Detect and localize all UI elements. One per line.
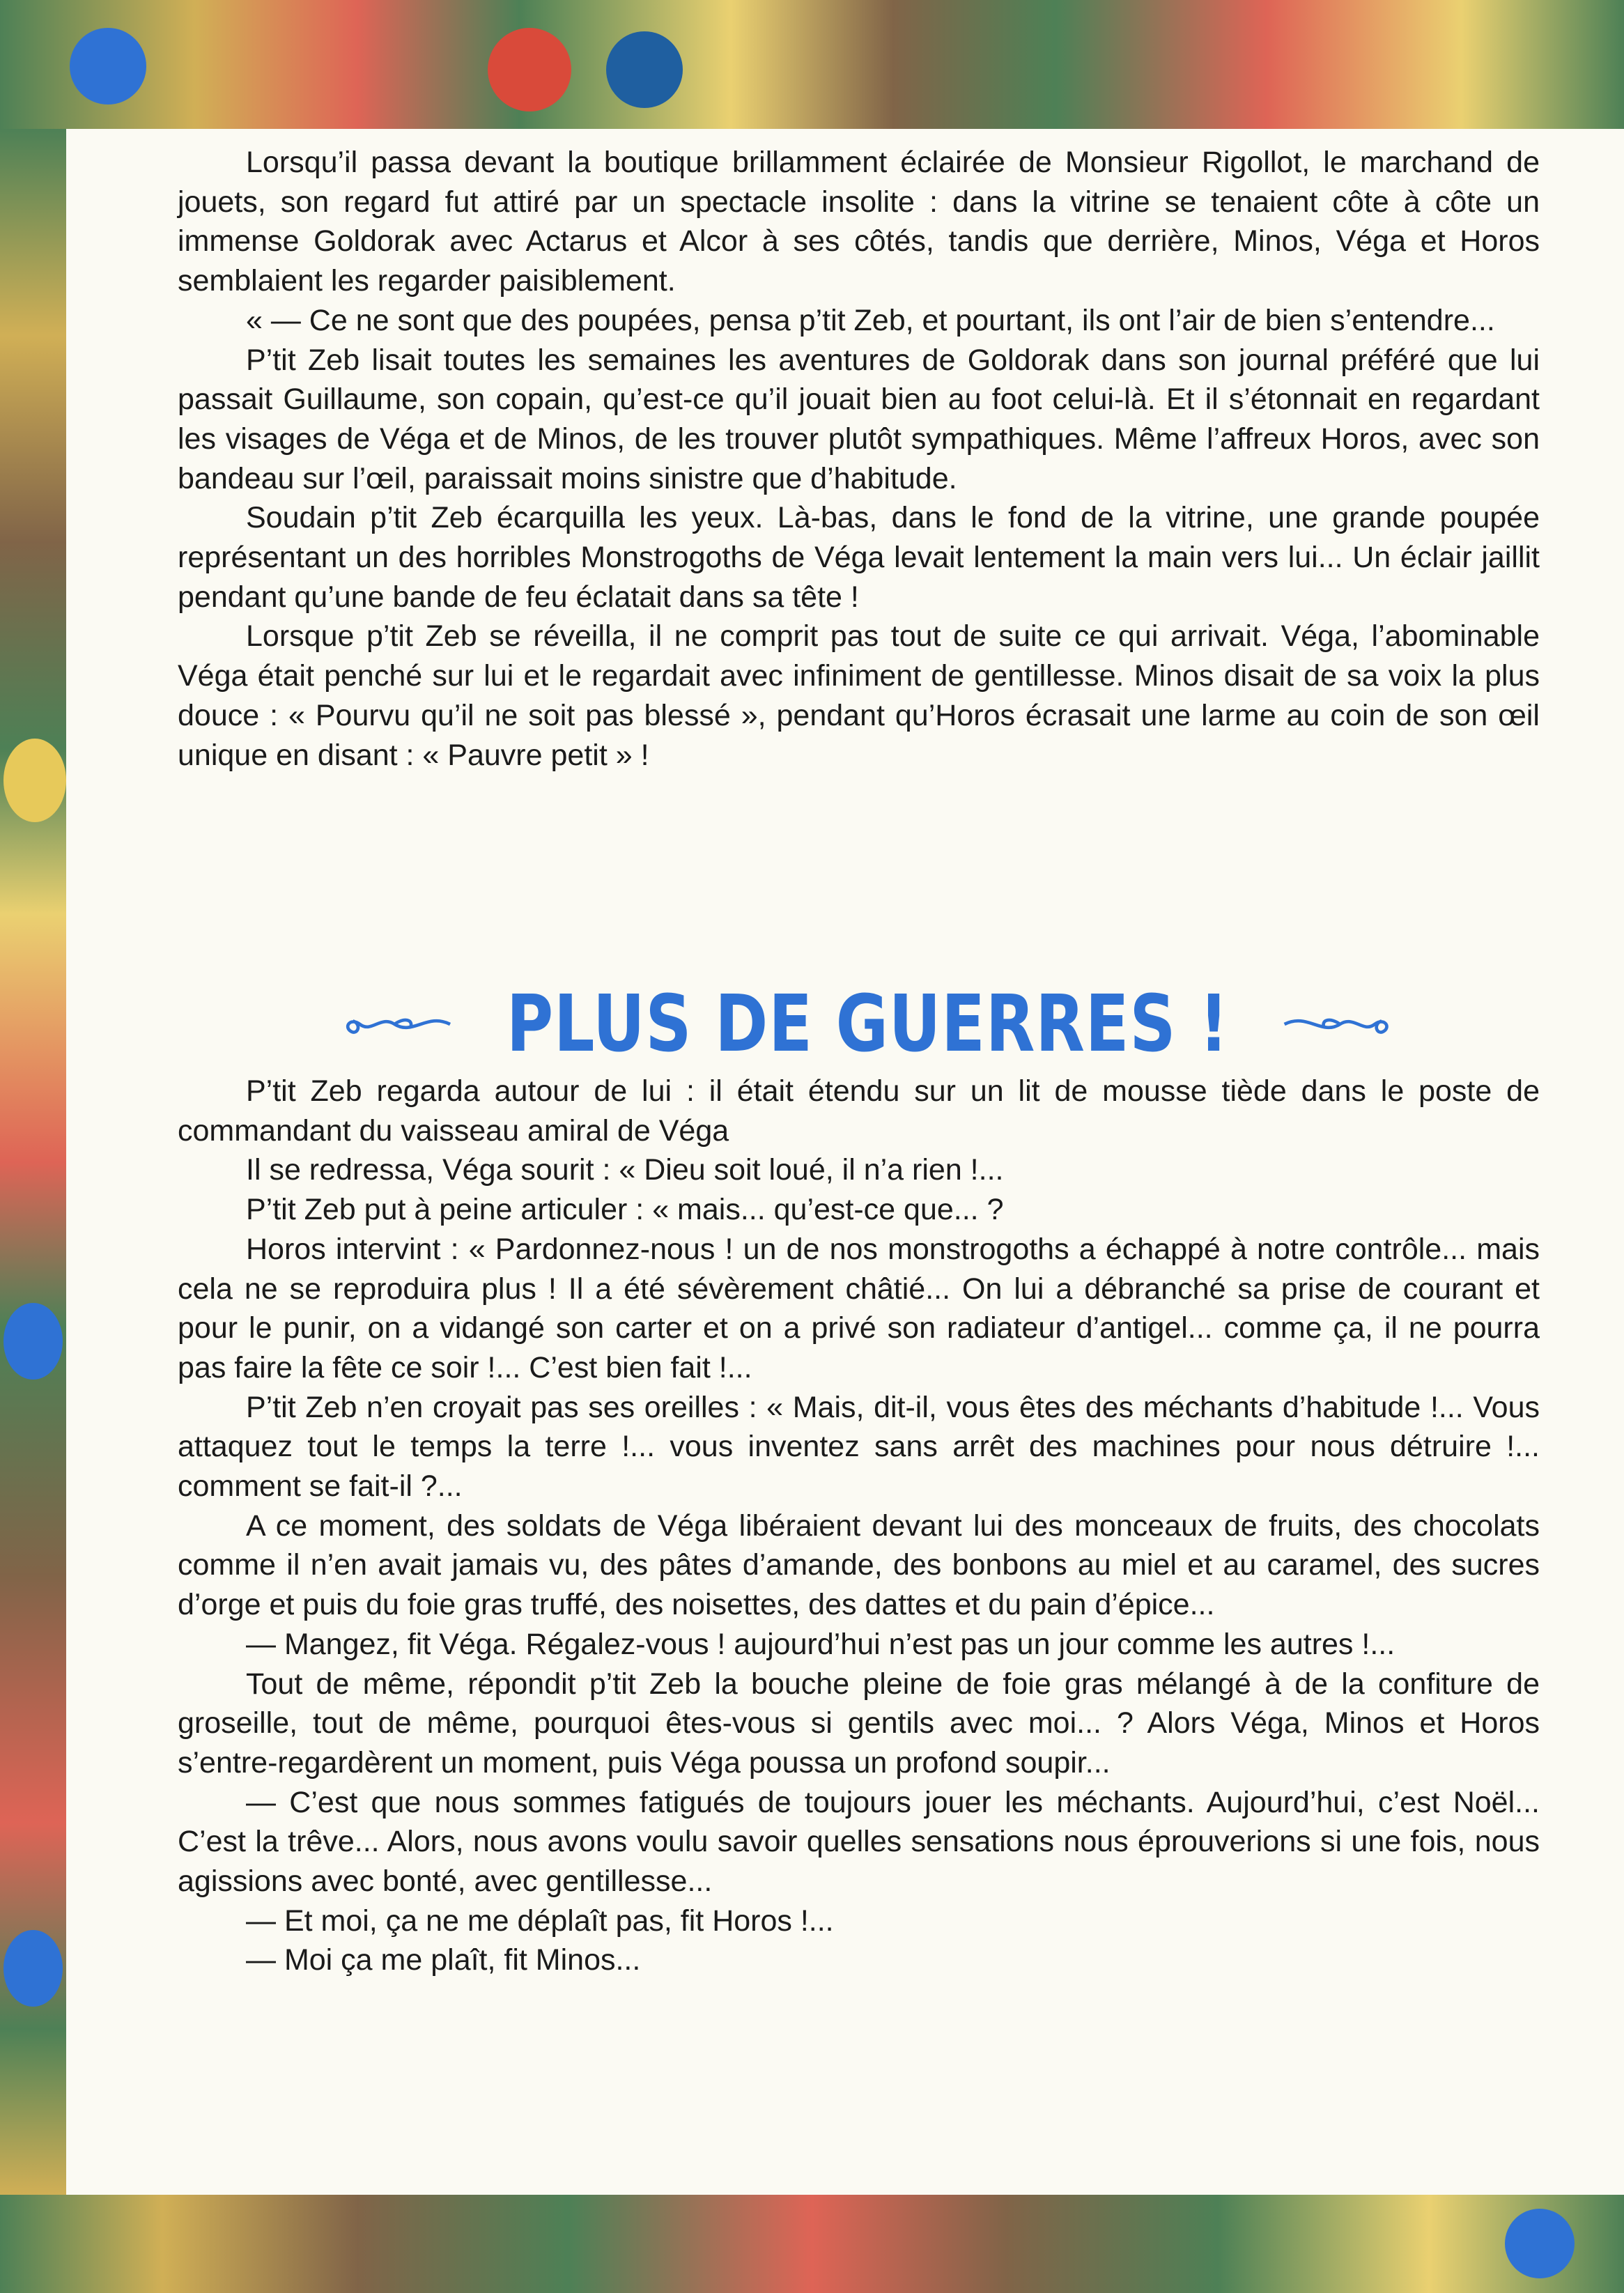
paragraph: Soudain p’tit Zeb écarquilla les yeux. Là-bas, dans le fond de la vitrine, une grande poupée représentant un des horribles Monstrogoths de Véga levait lentement la main vers lui... Un éclair jaillit pendant qu’une bande de feu éclatait dans sa tête !: [178, 501, 1540, 614]
decorative-border-bottom: [0, 2195, 1624, 2293]
paragraph: Tout de même, répondit p’tit Zeb la bouche pleine de foie gras mélangé à de la confiture de groseille, tout de même, pourquoi êtes-vous si gentils avec moi... ? Alors Véga, Minos et Horos s’entre-regardèrent un moment, puis Véga poussa un profond soupir...: [178, 1667, 1540, 1779]
ornament-bauble-icon: [1505, 2209, 1575, 2278]
decorative-border-left: [0, 129, 66, 2195]
article-body-continued: [178, 1072, 1540, 1980]
ornament-bauble-icon: [3, 1303, 63, 1380]
paragraph: Lorsqu’il passa devant la boutique brillamment éclairée de Monsieur Rigollot, le marchand de jouets, son regard fut attiré par un spectacle insolite : dans la vitrine se tenaient côte à côte un immense Goldorak avec Actarus et Alcor à ses côtés, tandis que derrière, Minos, Véga et Horos semblaient les regarder paisiblement.: [178, 146, 1540, 298]
right-flourish-icon: [1280, 1000, 1400, 1049]
paragraph: — Moi ça me plaît, fit Minos...: [246, 1943, 641, 1977]
ornament-bauble-icon: [3, 739, 66, 822]
paragraph: — Et moi, ça ne me déplaît pas, fit Horos !...: [246, 1904, 834, 1938]
paragraph: Il se redressa, Véga sourit : « Dieu soit loué, il n’a rien !...: [246, 1153, 1004, 1187]
paragraph: P’tit Zeb n’en croyait pas ses oreilles : « Mais, dit-il, vous êtes des méchants d’habitude !... Vous attaquez tout le temps la terre !... vous inventez sans arrêt des machines pour nous détruire !... comment se fait-il ?...: [178, 1390, 1540, 1504]
paragraph: P’tit Zeb regarda autour de lui : il était étendu sur un lit de mousse tiède dans le poste de commandant du vaisseau amiral de Véga: [178, 1074, 1540, 1148]
paragraph: Horos intervint : « Pardonnez-nous ! un de nos monstrogoths a échappé à notre contrôle... mais cela ne se reproduira plus ! Il a été sévèrement châtié... On lui a débranché sa prise de courant et pour le punir, on a vidangé son carter et on a privé son radiateur d’antigel... comme ça, il ne pourra pas faire la fête ce soir !... C’est bien fait !...: [178, 1232, 1540, 1384]
paragraph: P’tit Zeb lisait toutes les semaines les aventures de Goldorak dans son journal préféré que lui passait Guillaume, son copain, qu’est-ce qu’il jouait bien au foot celui-là. Et il s’étonnait en regardant les visages de Véga et de Minos, de les trouver plutôt sympathiques. Même l’affreux Horos, avec son bandeau sur l’œil, paraissait moins sinistre que d’habitude.: [178, 343, 1540, 495]
paragraph: Lorsque p’tit Zeb se réveilla, il ne comprit pas tout de suite ce qui arrivait. Véga, l’abominable Véga était penché sur lui et le regardait avec infiniment de gentillesse. Minos disait de sa voix la plus douce : « Pourvu qu’il ne soit pas blessé », pendant qu’Horos écrasait une larme au coin de son œil unique en disant : « Pauvre petit » !: [178, 619, 1540, 772]
paragraph: — C’est que nous sommes fatigués de toujours jouer les méchants. Aujourd’hui, c’est Noël... C’est la trêve... Alors, nous avons voulu savoir quelles sensations nous éprouverions si une fois, nous agissions avec bonté, avec gentillesse...: [178, 1785, 1540, 1899]
paragraph: « — Ce ne sont que des poupées, pensa p’tit Zeb, et pourtant, ils ont l’air de bien s’entendre...: [246, 303, 1495, 337]
article-body: [178, 143, 1540, 775]
decorative-border-top: [0, 0, 1624, 129]
heading-title: PLUS DE GUERRES !: [506, 979, 1229, 1070]
ornament-bauble-icon: [488, 28, 571, 111]
ornament-bauble-icon: [606, 31, 683, 108]
paragraph: A ce moment, des soldats de Véga libéraient devant lui des monceaux de fruits, des chocolats comme il n’en avait jamais vu, des pâtes d’amande, des bonbons au miel et au caramel, des sucres d’orge et puis du foie gras truffé, des noisettes, des dattes et du pain d’épice...: [178, 1508, 1540, 1622]
ornament-bauble-icon: [3, 1930, 63, 2007]
left-flourish-icon: [334, 1000, 455, 1049]
paragraph: P’tit Zeb put à peine articuler : « mais... qu’est-ce que... ?: [246, 1193, 1004, 1227]
paragraph: — Mangez, fit Véga. Régalez-vous ! aujourd’hui n’est pas un jour comme les autres !...: [246, 1627, 1395, 1661]
section-heading: [334, 979, 1400, 1070]
ornament-bauble-icon: [70, 28, 146, 105]
